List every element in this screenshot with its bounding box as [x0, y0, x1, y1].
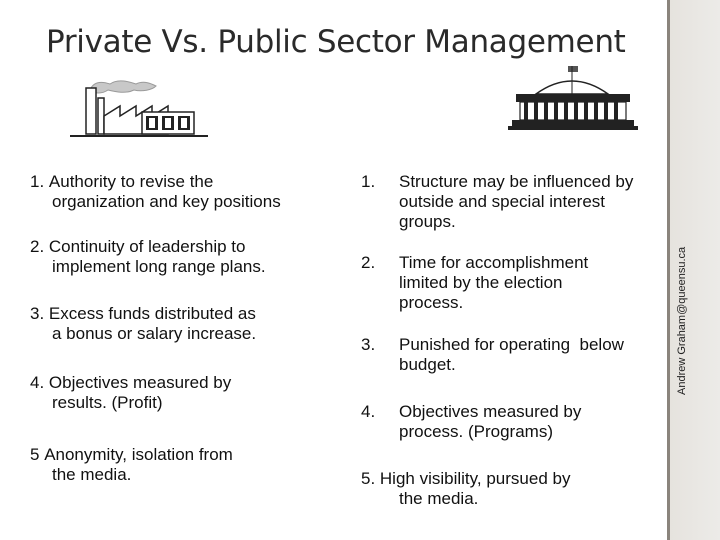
public-item-2: 2. Time for accomplishment limited by the election process.: [361, 253, 589, 312]
public-item-4: 4. Objectives measured by process. (Programs): [361, 402, 582, 441]
private-item-5: 5 Anonymity, isolation from the media.: [30, 445, 233, 484]
private-item-1: 1. Authority to revise the organization and key positions: [30, 172, 281, 211]
capitol-building-icon: [508, 64, 638, 134]
private-item-3: 3. Excess funds distributed as a bonus or salary increase.: [30, 304, 257, 343]
slide-title: Private Vs. Public Sector Management: [46, 24, 626, 60]
author-credit: Andrew Graham@queensu.ca: [676, 246, 688, 395]
public-item-3: 3. Punished for operating below budget.: [361, 335, 624, 374]
private-item-2: 2. Continuity of leadership to implement long range plans.: [30, 237, 266, 276]
private-item-4: 4. Objectives measured by results. (Profit): [30, 373, 232, 412]
factory-icon: [60, 72, 210, 142]
public-item-5: 5. High visibility, pursued by the media.: [361, 469, 571, 508]
public-item-1: 1. Structure may be influenced by outside and special interest groups.: [361, 172, 634, 231]
